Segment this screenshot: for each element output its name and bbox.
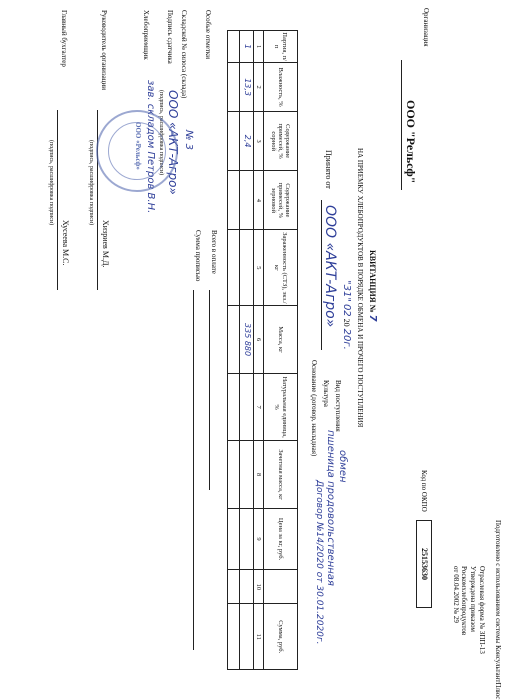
num-cell: 7 <box>254 373 264 441</box>
culture-value: пшеница продовольственная <box>325 430 336 586</box>
col-infestation-header: Зараженность (СТЗ), экз./кг <box>264 230 298 306</box>
accountant-hint: (подпись, расшифровка подписи) <box>48 140 54 226</box>
form-info-line4: от 08.04.2002 № 29 <box>451 566 460 623</box>
receipt-number: 7 <box>367 314 378 322</box>
accepted-from-value: ООО «АКТ-Агро» <box>322 205 338 328</box>
cell-infestation <box>240 230 254 306</box>
col-price-header: Цена за кг, руб. <box>264 508 298 569</box>
sum-words-label: Сумма прописью <box>194 230 202 282</box>
accountant-name: Хусеева М.С. <box>61 220 70 266</box>
col-sum-header: Сумма, руб. <box>264 604 298 670</box>
form-info-line1: Отраслевая форма № ЗПП-13 <box>478 566 486 654</box>
receipt-title <box>367 250 378 322</box>
culture-label: Культура <box>322 380 330 407</box>
col-batch-header: Партия, п/п <box>264 31 298 63</box>
basis-label: Основание (договор, накладная) <box>310 360 318 457</box>
num-cell: 5 <box>254 230 264 306</box>
num-cell: 3 <box>254 112 264 171</box>
receipt-year: 20г. <box>341 328 352 350</box>
num-cell: 8 <box>254 441 264 509</box>
cell-credit-mass <box>240 441 254 509</box>
num-cell: 11 <box>254 604 264 670</box>
table-row <box>240 31 254 670</box>
table-header-row <box>264 31 298 670</box>
cell-sum <box>240 604 254 670</box>
table-empty-row <box>228 31 240 670</box>
form-info-line2: Утверждена приказом <box>469 566 478 632</box>
accepted-from-label: Принято от <box>324 150 333 189</box>
cell-natural-unit <box>240 373 254 441</box>
seller-label: Подпись сдатчика <box>166 10 174 64</box>
receipt-date <box>341 280 352 350</box>
receipt-date-month: 02 <box>341 303 352 317</box>
manager-name: Хизриев М.Д. <box>101 220 110 268</box>
manager-label: Руководитель организации <box>100 10 108 90</box>
receipt-year-prefix: 20 <box>342 318 351 327</box>
num-cell: 1 <box>254 31 264 63</box>
organization-underline <box>401 60 402 190</box>
receipt-table <box>227 30 298 670</box>
sum-words-line <box>193 290 194 650</box>
manager-hint: (подпись, расшифровка подписи) <box>88 140 94 226</box>
accountant-label: Главный бухгалтер <box>60 10 68 67</box>
okpo-value: 25153630 <box>416 520 432 608</box>
total-row-label: Всего в оплате <box>210 230 218 274</box>
receipt-type-value: обмен <box>337 450 348 483</box>
num-cell: 10 <box>254 570 264 604</box>
storage-value: № 3 <box>183 130 194 150</box>
num-cell: 6 <box>254 306 264 374</box>
col-moisture-header: Влажность, % <box>264 63 298 112</box>
col-natural-unit-header: Натуральная единица, % <box>264 373 298 441</box>
receipt-title-prefix: КВИТАНЦИЯ № <box>368 250 377 313</box>
receiver-value: зав. складом Петров В.Н. <box>145 80 156 214</box>
cell-moisture: 13,3 <box>240 63 254 112</box>
cell-extra <box>240 570 254 604</box>
col-credit-mass-header: Зачетная масса, кг <box>264 441 298 509</box>
col-extra-header <box>264 570 298 604</box>
stamp-text: ООО «Рельсф» <box>134 122 142 170</box>
cell-grain-impurity <box>240 171 254 230</box>
num-cell: 9 <box>254 508 264 569</box>
cell-mass: 335 880 <box>240 306 254 374</box>
form-info <box>451 566 486 654</box>
receipt-type-label: Вид поступления <box>334 380 342 432</box>
organization-label: Организация <box>422 8 430 47</box>
col-weed-impurity-header: Содержание примесей, % сорной <box>264 112 298 171</box>
form-info-line3: Роскомхлебопродуктов <box>460 566 469 636</box>
accountant-line <box>57 110 58 290</box>
receiver-label: Хлебоприемщик <box>142 10 150 60</box>
num-cell: 2 <box>254 63 264 112</box>
accepted-from-underline <box>321 200 322 350</box>
storage-label: Складской № силоса (склада) <box>180 10 188 99</box>
basis-value: Договор №14/2020 от 30.01.2020г. <box>314 480 324 645</box>
seller-name: ООО «АКТ-Агро» <box>166 90 180 195</box>
total-row-line <box>209 290 210 490</box>
special-notes-label: Особые отметки <box>204 10 212 59</box>
okpo-label: Код по ОКПО <box>420 470 428 512</box>
cell-price <box>240 508 254 569</box>
receipt-subtitle: НА ПРИЕМКУ ХЛЕБОПРОДУКТОВ В ПОРЯДКЕ ОБМЕНА И ПРОЧЕГО ПОСТУПЛЕНИЯ <box>356 148 364 428</box>
table-numbers-row <box>254 31 264 670</box>
cell-weed-impurity: 2,4 <box>240 112 254 171</box>
organization-value: ООО "Рельсф" <box>404 100 418 184</box>
receipt-date-day: "31" <box>341 280 352 302</box>
num-cell: 4 <box>254 171 264 230</box>
col-mass-header: Масса, кг <box>264 306 298 374</box>
cell-batch: 1 <box>240 31 254 63</box>
seller-hint: (подпись, расшифровка подписи) <box>158 90 164 176</box>
top-note: Подготовлено с использованием системы КонсультантПлюс <box>494 520 502 700</box>
col-grain-impurity-header: Содержание примесей, % зерновой <box>264 171 298 230</box>
